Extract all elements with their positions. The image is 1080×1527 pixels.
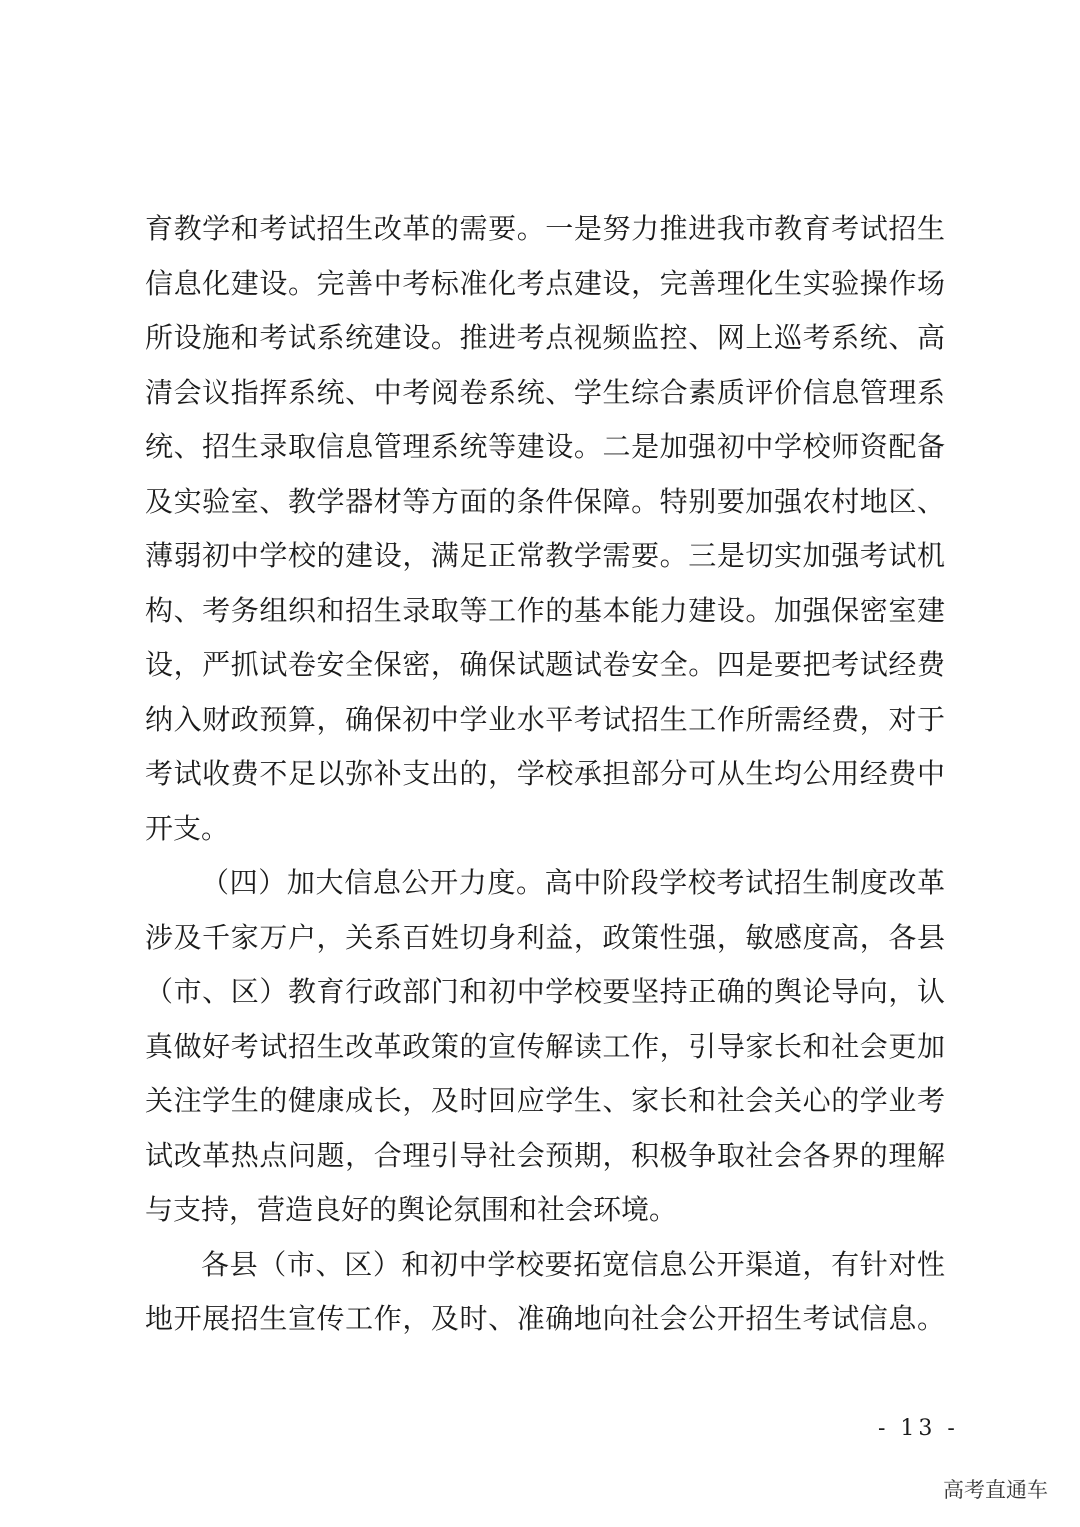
text-line: 设，严抓试卷安全保密，确保试题试卷安全。四是要把考试经费 <box>145 648 945 681</box>
text-line: 开支。 <box>145 811 230 845</box>
text-line: 与支持，营造良好的舆论氛围和社会环境。 <box>145 1193 678 1226</box>
text-line: 真做好考试招生改革政策的宣传解读工作，引导家长和社会更加 <box>145 1029 945 1063</box>
text-line: 考试收费不足以弥补支出的，学校承担部分可从生均公用经费中 <box>145 757 945 790</box>
page-number: - 13 - <box>878 1416 959 1441</box>
text-line: 统、招生录取信息管理系统等建设。二是加强初中学校师资配备 <box>145 430 945 463</box>
text-line: 信息化建设。完善中考标准化考点建设，完善理化生实验操作场 <box>145 266 945 300</box>
document-body <box>145 202 945 1347</box>
text-line: （市、区）教育行政部门和初中学校要坚持正确的舆论导向，认 <box>145 975 945 1008</box>
text-line: 清会议指挥系统、中考阅卷系统、学生综合素质评价信息管理系 <box>145 375 945 409</box>
watermark: 高考直通车 <box>943 1478 1048 1502</box>
text-line: 各县（市、区）和初中学校要拓宽信息公开渠道，有针对性 <box>201 1247 945 1281</box>
text-line: 构、考务组织和招生录取等工作的基本能力建设。加强保密室建 <box>145 593 945 627</box>
text-line: 薄弱初中学校的建设，满足正常教学需要。三是切实加强考试机 <box>145 539 945 572</box>
text-line: 纳入财政预算，确保初中学业水平考试招生工作所需经费，对于 <box>145 702 945 736</box>
text-line: 所设施和考试系统建设。推进考点视频监控、网上巡考系统、高 <box>145 321 945 354</box>
text-line: 及实验室、教学器材等方面的条件保障。特别要加强农村地区、 <box>145 484 945 518</box>
text-line: 涉及千家万户，关系百姓切身利益，政策性强，敏感度高，各县 <box>145 920 945 954</box>
section-heading-line: （四）加大信息公开力度。高中阶段学校考试招生制度改革 <box>201 866 945 899</box>
text-line: 地开展招生宣传工作，及时、准确地向社会公开招生考试信息。 <box>145 1302 945 1335</box>
text-line: 关注学生的健康成长，及时回应学生、家长和社会关心的学业考 <box>145 1084 945 1117</box>
text-line: 育教学和考试招生改革的需要。一是努力推进我市教育考试招生 <box>145 212 945 245</box>
text-line: 试改革热点问题，合理引导社会预期，积极争取社会各界的理解 <box>145 1138 945 1172</box>
